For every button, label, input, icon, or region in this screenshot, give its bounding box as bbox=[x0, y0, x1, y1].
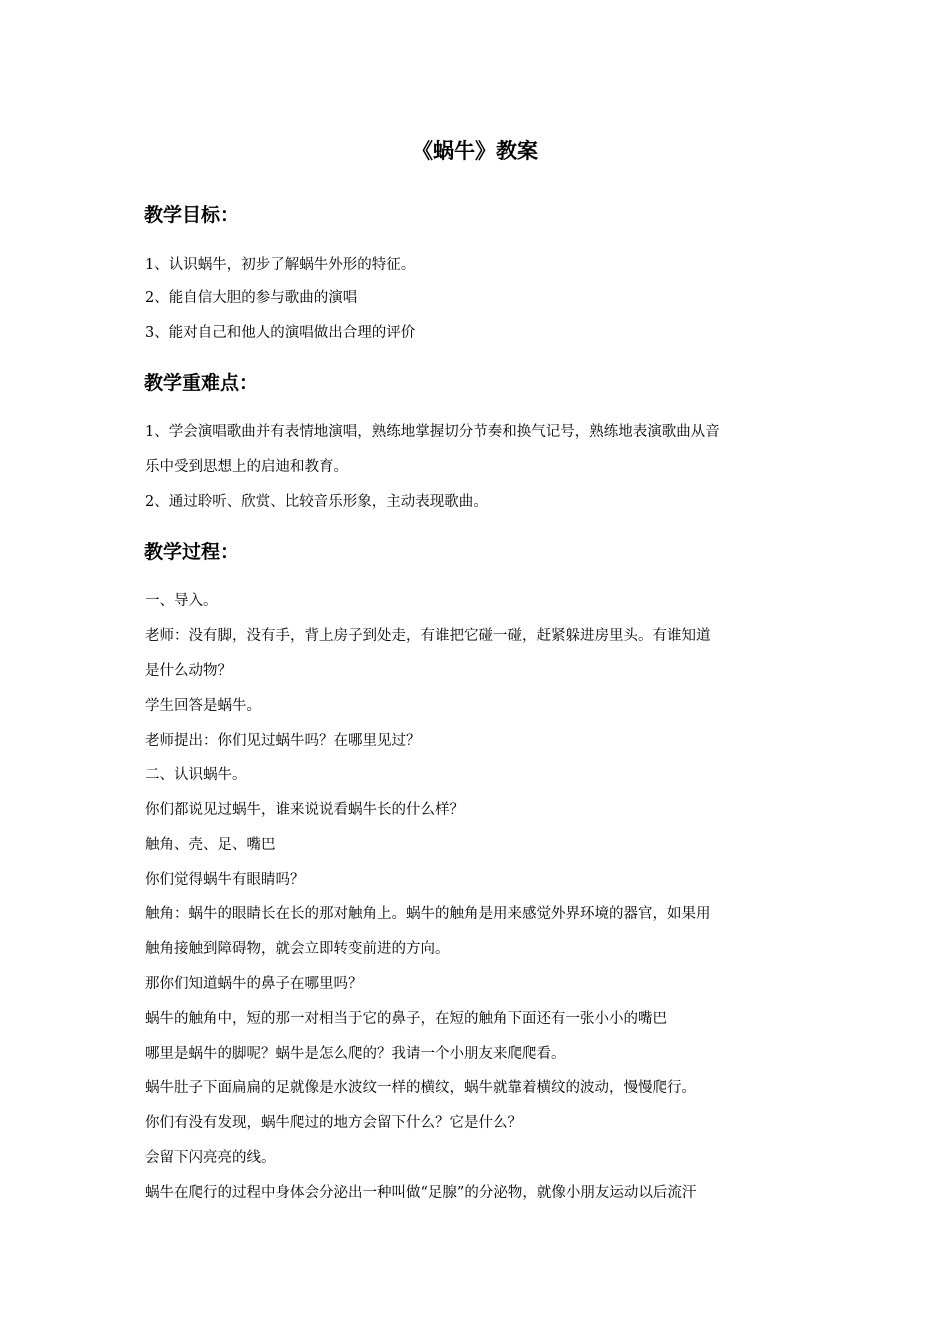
key-point-line: 乐中受到思想上的启迪和教育。 bbox=[145, 459, 348, 475]
process-line: 那你们知道蜗牛的鼻子在哪里吗？ bbox=[145, 976, 363, 992]
section-heading-key-points: 教学重难点： bbox=[144, 372, 259, 394]
process-line: 老师提出：你们见过蜗牛吗？在哪里见过？ bbox=[145, 733, 421, 749]
process-line: 是什么动物？ bbox=[145, 663, 232, 679]
process-line: 触角、壳、足、嘴巴 bbox=[145, 837, 276, 853]
process-line: 蜗牛在爬行的过程中身体会分泌出一种叫做“足腺”的分泌物，就像小朋友运动以后流汗 bbox=[145, 1185, 697, 1201]
key-point-line: 1、学会演唱歌曲并有表情地演唱，熟练地掌握切分节奏和换气记号，熟练地表演歌曲从音 bbox=[145, 424, 720, 440]
process-line: 蜗牛的触角中，短的那一对相当于它的鼻子，在短的触角下面还有一张小小的嘴巴 bbox=[145, 1011, 667, 1027]
process-line: 老师：没有脚，没有手，背上房子到处走，有谁把它碰一碰，赶紧躲进房里头。有谁知道 bbox=[145, 628, 711, 644]
objective-line: 1、认识蜗牛，初步了解蜗牛外形的特征。 bbox=[145, 257, 416, 273]
process-line: 学生回答是蜗牛。 bbox=[145, 698, 261, 714]
process-line: 触角：蜗牛的眼睛长在长的那对触角上。蜗牛的触角是用来感觉外界环境的器官，如果用 bbox=[145, 906, 711, 922]
objective-line: 2、能自信大胆的参与歌曲的演唱 bbox=[145, 290, 358, 306]
section-heading-objectives: 教学目标： bbox=[144, 204, 240, 226]
process-line: 蜗牛肚子下面扁扁的足就像是水波纹一样的横纹，蜗牛就靠着横纹的波动，慢慢爬行。 bbox=[145, 1080, 696, 1096]
process-line: 一、导入。 bbox=[145, 593, 218, 609]
document-title: 《蜗牛》教案 bbox=[412, 139, 538, 163]
process-line: 你们觉得蜗牛有眼睛吗？ bbox=[145, 872, 305, 888]
process-line: 你们有没有发现，蜗牛爬过的地方会留下什么？它是什么？ bbox=[145, 1115, 522, 1131]
key-point-line: 2、通过聆听、欣赏、比较音乐形象，主动表现歌曲。 bbox=[145, 494, 488, 510]
objective-line: 3、能对自己和他人的演唱做出合理的评价 bbox=[145, 325, 416, 341]
process-line: 哪里是蜗牛的脚呢？蜗牛是怎么爬的？我请一个小朋友来爬爬看。 bbox=[145, 1046, 566, 1062]
process-line: 会留下闪亮亮的线。 bbox=[145, 1150, 276, 1166]
process-line: 二、认识蜗牛。 bbox=[145, 767, 247, 783]
section-heading-process: 教学过程： bbox=[144, 541, 240, 563]
process-line: 触角接触到障碍物，就会立即转变前进的方向。 bbox=[145, 941, 450, 957]
process-line: 你们都说见过蜗牛，谁来说说看蜗牛长的什么样？ bbox=[145, 802, 464, 818]
